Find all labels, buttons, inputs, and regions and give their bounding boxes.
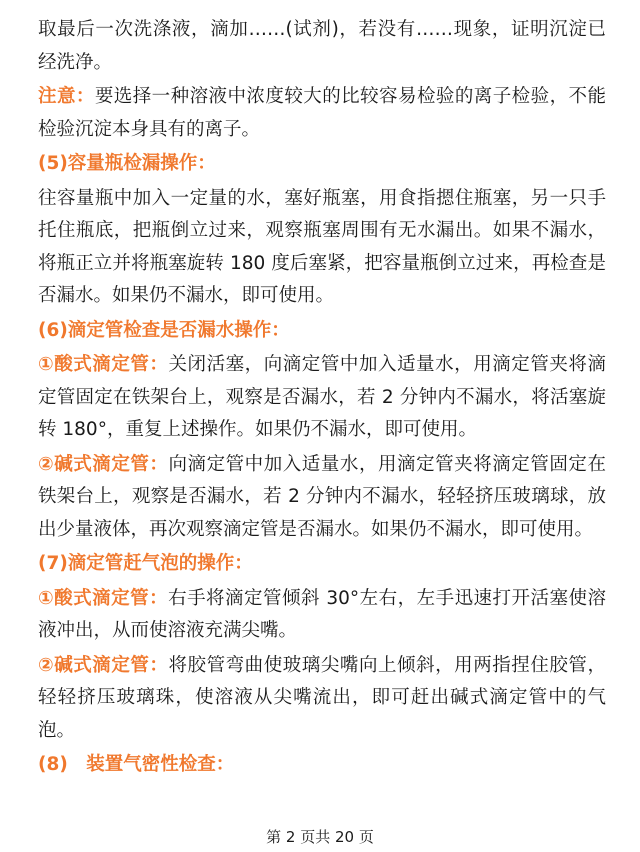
base-burette-bubble-text: 将胶管弯曲使玻璃尖嘴向上倾斜，用两指捏住胶管，轻轻挤压玻璃珠，使溶液从尖嘴流出，即可赶出碱式滴定管中的气泡。 <box>38 654 606 741</box>
paragraph-wash-check: 取最后一次洗涤液，滴加……(试剂)，若没有……现象，证明沉淀已经洗净。 <box>38 19 606 73</box>
document-body <box>38 14 606 782</box>
note-label: 注意： <box>38 86 95 107</box>
base-burette-label: ②碱式滴定管： <box>38 453 169 475</box>
base-burette-leak-text: 向滴定管中加入适量水，用滴定管夹将滴定管固定在铁架台上，观察是否漏水，若 2 分钟内不漏水，轻轻挤压玻璃球，放出少量液体，再次观察滴定管是否漏水。如果仍不漏水，即可使用。 <box>38 453 606 540</box>
paragraph-note <box>38 81 606 146</box>
paragraph-base-burette-bubble <box>38 650 606 748</box>
heading-burette-leak-check: (6)滴定管检查是否漏水操作： <box>38 319 290 341</box>
acid-burette-label: ①酸式滴定管： <box>38 354 169 375</box>
heading-volumetric-flask-leak-check: (5)容量瓶检漏操作： <box>38 153 216 174</box>
acid-burette-bubble-label: ①酸式滴定管： <box>38 587 169 609</box>
heading-burette-bubble-removal: (7)滴定管赶气泡的操作： <box>38 553 253 574</box>
paragraph-acid-burette-leak <box>38 349 606 447</box>
note-text: 要选择一种溶液中浓度较大的比较容易检验的离子检验，不能检验沉淀本身具有的离子。 <box>38 86 606 140</box>
paragraph-volumetric-flask: 往容量瓶中加入一定量的水，塞好瓶塞，用食指摁住瓶塞，另一只手托住瓶底，把瓶倒立过来，观察瓶塞周围有无水漏出。如果不漏水，将瓶正立并将瓶塞旋转 180 度后塞紧，把容量瓶倒立过来，再检查是否漏水。如果仍不漏水，即可使用。 <box>38 187 606 306</box>
paragraph-base-burette-leak <box>38 449 606 547</box>
acid-burette-bubble-text: 右手将滴定管倾斜 30°左右，左手迅速打开活塞使溶液冲出，从而使溶液充满尖嘴。 <box>38 587 606 641</box>
acid-burette-leak-text: 关闭活塞，向滴定管中加入适量水，用滴定管夹将滴定管固定在铁架台上，观察是否漏水，若 2 分钟内不漏水，将活塞旋转 180°，重复上述操作。如果仍不漏水，即可使用。 <box>38 354 606 440</box>
paragraph-acid-burette-bubble <box>38 583 606 648</box>
page-number: 第 2 页共 20 页 <box>266 828 374 846</box>
heading-airtightness-check: (8) 装置气密性检查： <box>38 754 235 775</box>
base-burette-bubble-label: ②碱式滴定管： <box>38 654 169 676</box>
